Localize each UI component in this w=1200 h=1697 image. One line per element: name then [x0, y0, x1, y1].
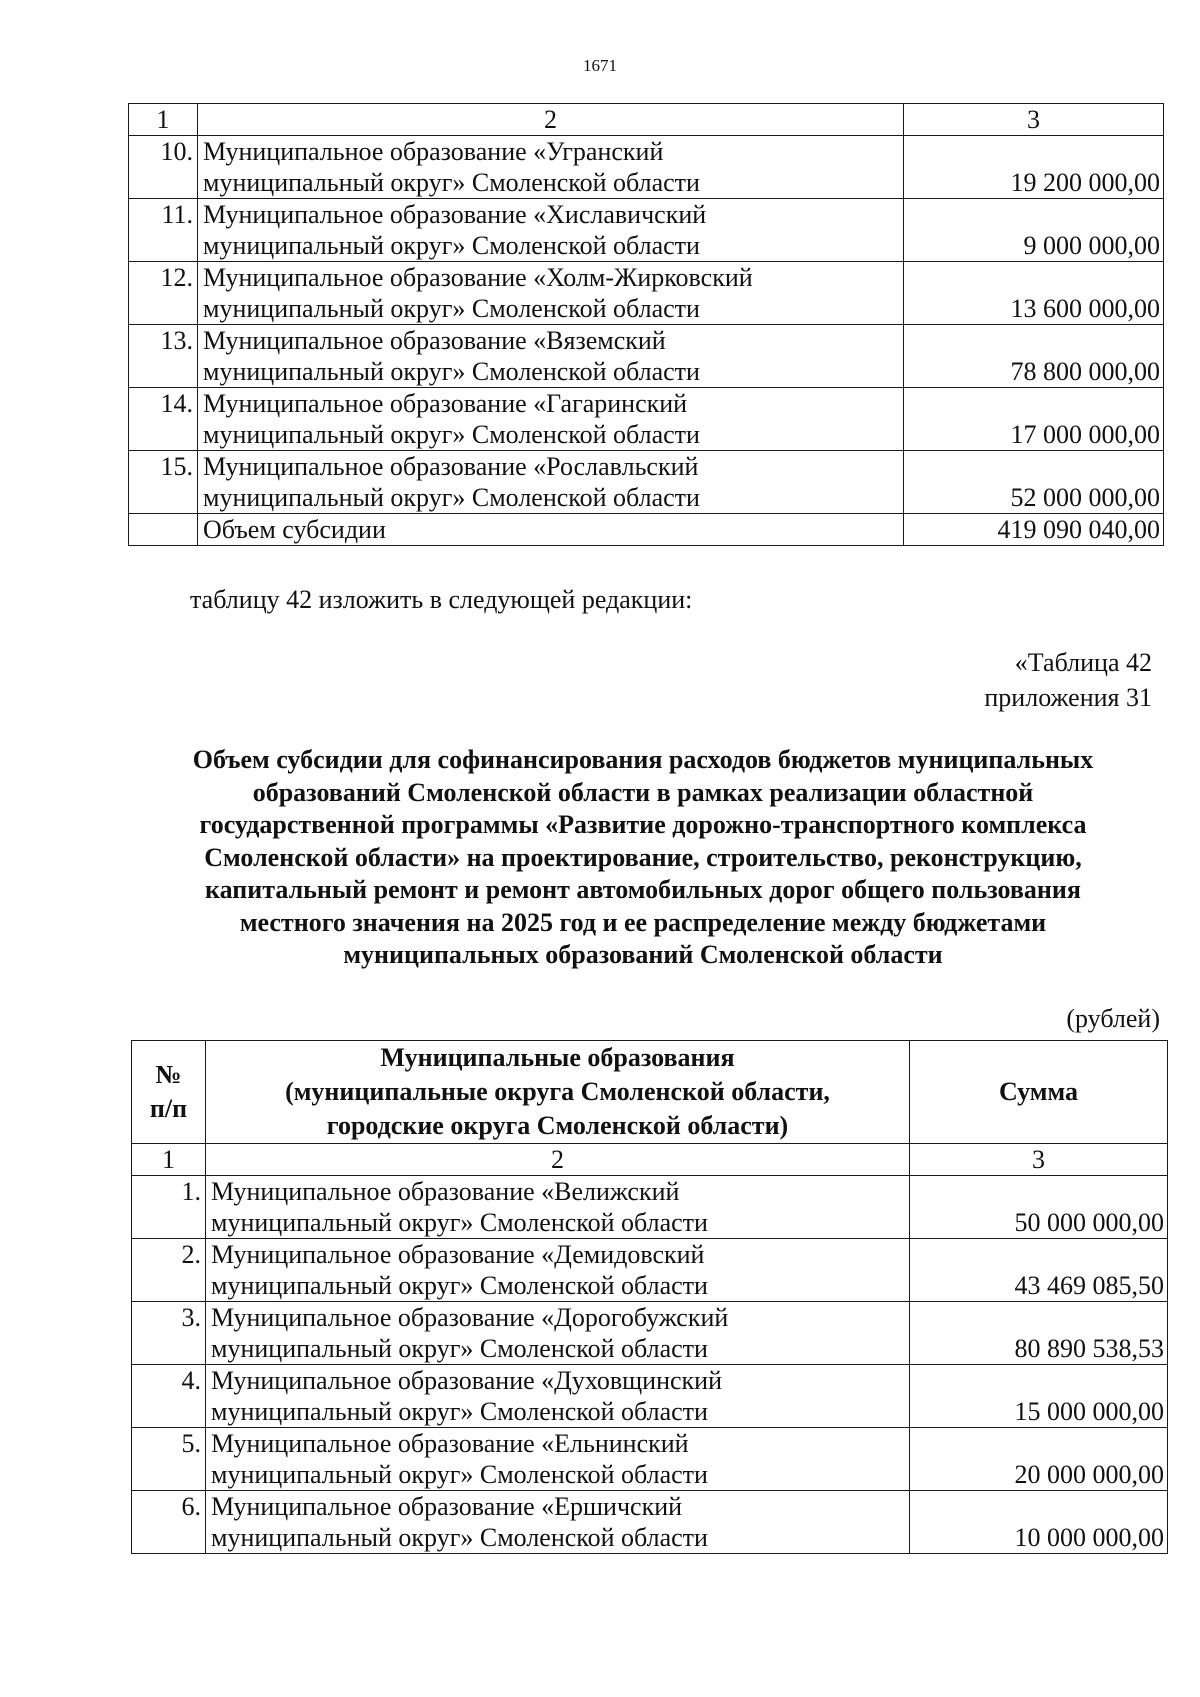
municipality-name-line: Муниципальное образование «Ельнинский: [211, 1429, 689, 1458]
column-index-row: [129, 104, 1164, 136]
municipality-name: [206, 1176, 910, 1239]
title-line: образований Смоленской области в рамках реализации областной: [252, 777, 1034, 807]
header-amount: Сумма: [910, 1041, 1168, 1144]
table-row: [129, 388, 1164, 451]
municipality-name-line: Муниципальное образование «Угранский: [203, 137, 664, 166]
municipality-name: [206, 1365, 910, 1428]
municipality-name: [198, 199, 904, 262]
row-number: 1.: [132, 1176, 206, 1239]
amount: 80 890 538,53: [910, 1302, 1168, 1365]
table-row: [129, 325, 1164, 388]
row-number: 14.: [129, 388, 198, 451]
title-line: местного значения на 2025 год и ее распределение между бюджетами: [239, 907, 1047, 937]
municipality-name: [198, 388, 904, 451]
column-index-row: [132, 1144, 1168, 1176]
column-index: 3: [910, 1144, 1168, 1176]
empty-cell: [129, 514, 198, 546]
table-row: [129, 199, 1164, 262]
subsidy-table-continuation: [128, 103, 1164, 546]
amount: 20 000 000,00: [910, 1428, 1168, 1491]
title-line: Смоленской области» на проектирование, строительство, реконструкцию,: [204, 842, 1082, 872]
amount: 13 600 000,00: [904, 262, 1164, 325]
amount: 52 000 000,00: [904, 451, 1164, 514]
subsidy-table-42: [131, 1040, 1168, 1554]
municipality-name-line: Муниципальное образование «Дорогобужский: [211, 1303, 729, 1332]
municipality-name-line: муниципальный округ» Смоленской области: [211, 1523, 708, 1552]
municipality-name: [198, 262, 904, 325]
header-line: (муниципальные округа Смоленской области,: [285, 1077, 830, 1106]
municipality-name-line: Муниципальное образование «Холм-Жирковский: [203, 263, 753, 292]
municipality-name-line: муниципальный округ» Смоленской области: [203, 231, 700, 260]
table-row: [132, 1428, 1168, 1491]
municipality-name: [206, 1239, 910, 1302]
municipality-name-line: муниципальный округ» Смоленской области: [203, 168, 700, 197]
title-line: Объем субсидии для софинансирования расходов бюджетов муниципальных: [192, 745, 1094, 774]
row-number: 2.: [132, 1239, 206, 1302]
column-index: 2: [206, 1144, 910, 1176]
table-reference-line: «Таблица 42: [1014, 648, 1152, 677]
municipality-name-line: Муниципальное образование «Хиславичский: [203, 200, 707, 229]
page-number: 1671: [583, 56, 617, 75]
municipality-name-line: Муниципальное образование «Вяземский: [203, 326, 666, 355]
table-reference: [984, 645, 1152, 715]
column-index: 2: [198, 104, 904, 136]
municipality-name-line: Муниципальное образование «Гагаринский: [203, 389, 688, 418]
amount: 78 800 000,00: [904, 325, 1164, 388]
row-number: 4.: [132, 1365, 206, 1428]
title-line: муниципальных образований Смоленской области: [343, 940, 943, 969]
column-index: 3: [904, 104, 1164, 136]
table-reference-line: приложения 31: [984, 683, 1152, 712]
row-number: 10.: [129, 136, 198, 199]
unit-label: (рублей): [1066, 1004, 1160, 1033]
amount: 19 200 000,00: [904, 136, 1164, 199]
header-number: [132, 1041, 206, 1144]
municipality-name: [206, 1428, 910, 1491]
table-row: [129, 136, 1164, 199]
municipality-name-line: муниципальный округ» Смоленской области: [203, 294, 700, 323]
amount: 9 000 000,00: [904, 199, 1164, 262]
column-index: 1: [129, 104, 198, 136]
row-number: 12.: [129, 262, 198, 325]
total-label: Объем субсидии: [198, 514, 904, 546]
municipality-name: [198, 325, 904, 388]
table-row: [132, 1365, 1168, 1428]
amount: 10 000 000,00: [910, 1491, 1168, 1554]
row-number: 3.: [132, 1302, 206, 1365]
municipality-name-line: муниципальный округ» Смоленской области: [203, 483, 700, 512]
municipality-name-line: Муниципальное образование «Велижский: [211, 1177, 680, 1206]
municipality-name: [198, 451, 904, 514]
header-municipalities: [206, 1041, 910, 1144]
title-line: капитальный ремонт и ремонт автомобильных дорог общего пользования: [205, 875, 1081, 904]
column-index: 1: [132, 1144, 206, 1176]
table-row: [132, 1176, 1168, 1239]
municipality-name-line: муниципальный округ» Смоленской области: [203, 420, 700, 449]
municipality-name-line: Муниципальное образование «Духовщинский: [211, 1366, 723, 1395]
row-number: 15.: [129, 451, 198, 514]
municipality-name-line: муниципальный округ» Смоленской области: [211, 1397, 708, 1426]
title-line: государственной программы «Развитие дорожно-транспортного комплекса: [199, 810, 1087, 839]
row-number: 6.: [132, 1491, 206, 1554]
municipality-name-line: муниципальный округ» Смоленской области: [211, 1271, 708, 1300]
municipality-name-line: Муниципальное образование «Ершичский: [211, 1492, 683, 1521]
header-row: [132, 1041, 1168, 1144]
total-row: [129, 514, 1164, 546]
amount: 43 469 085,50: [910, 1239, 1168, 1302]
municipality-name-line: муниципальный округ» Смоленской области: [203, 357, 700, 386]
table-row: [132, 1491, 1168, 1554]
table-row: [129, 451, 1164, 514]
municipality-name: [198, 136, 904, 199]
table-row: [132, 1302, 1168, 1365]
municipality-name-line: муниципальный округ» Смоленской области: [211, 1460, 708, 1489]
document-title: [120, 744, 1166, 972]
municipality-name: [206, 1302, 910, 1365]
municipality-name-line: Муниципальное образование «Рославльский: [203, 452, 699, 481]
municipality-name-line: Муниципальное образование «Демидовский: [211, 1240, 705, 1269]
municipality-name: [206, 1491, 910, 1554]
row-number: 13.: [129, 325, 198, 388]
amount: 15 000 000,00: [910, 1365, 1168, 1428]
intro-text: таблицу 42 изложить в следующей редакции:: [190, 585, 693, 614]
amount: 50 000 000,00: [910, 1176, 1168, 1239]
table-row: [132, 1239, 1168, 1302]
header-line: Муниципальные образования: [380, 1043, 735, 1072]
municipality-name-line: муниципальный округ» Смоленской области: [211, 1334, 708, 1363]
municipality-name-line: муниципальный округ» Смоленской области: [211, 1208, 708, 1237]
header-line: п/п: [149, 1094, 188, 1123]
row-number: 11.: [129, 199, 198, 262]
total-amount: 419 090 040,00: [904, 514, 1164, 546]
amount: 17 000 000,00: [904, 388, 1164, 451]
table-row: [129, 262, 1164, 325]
row-number: 5.: [132, 1428, 206, 1491]
header-line: городские округа Смоленской области): [326, 1111, 789, 1140]
header-line: №: [155, 1060, 182, 1089]
